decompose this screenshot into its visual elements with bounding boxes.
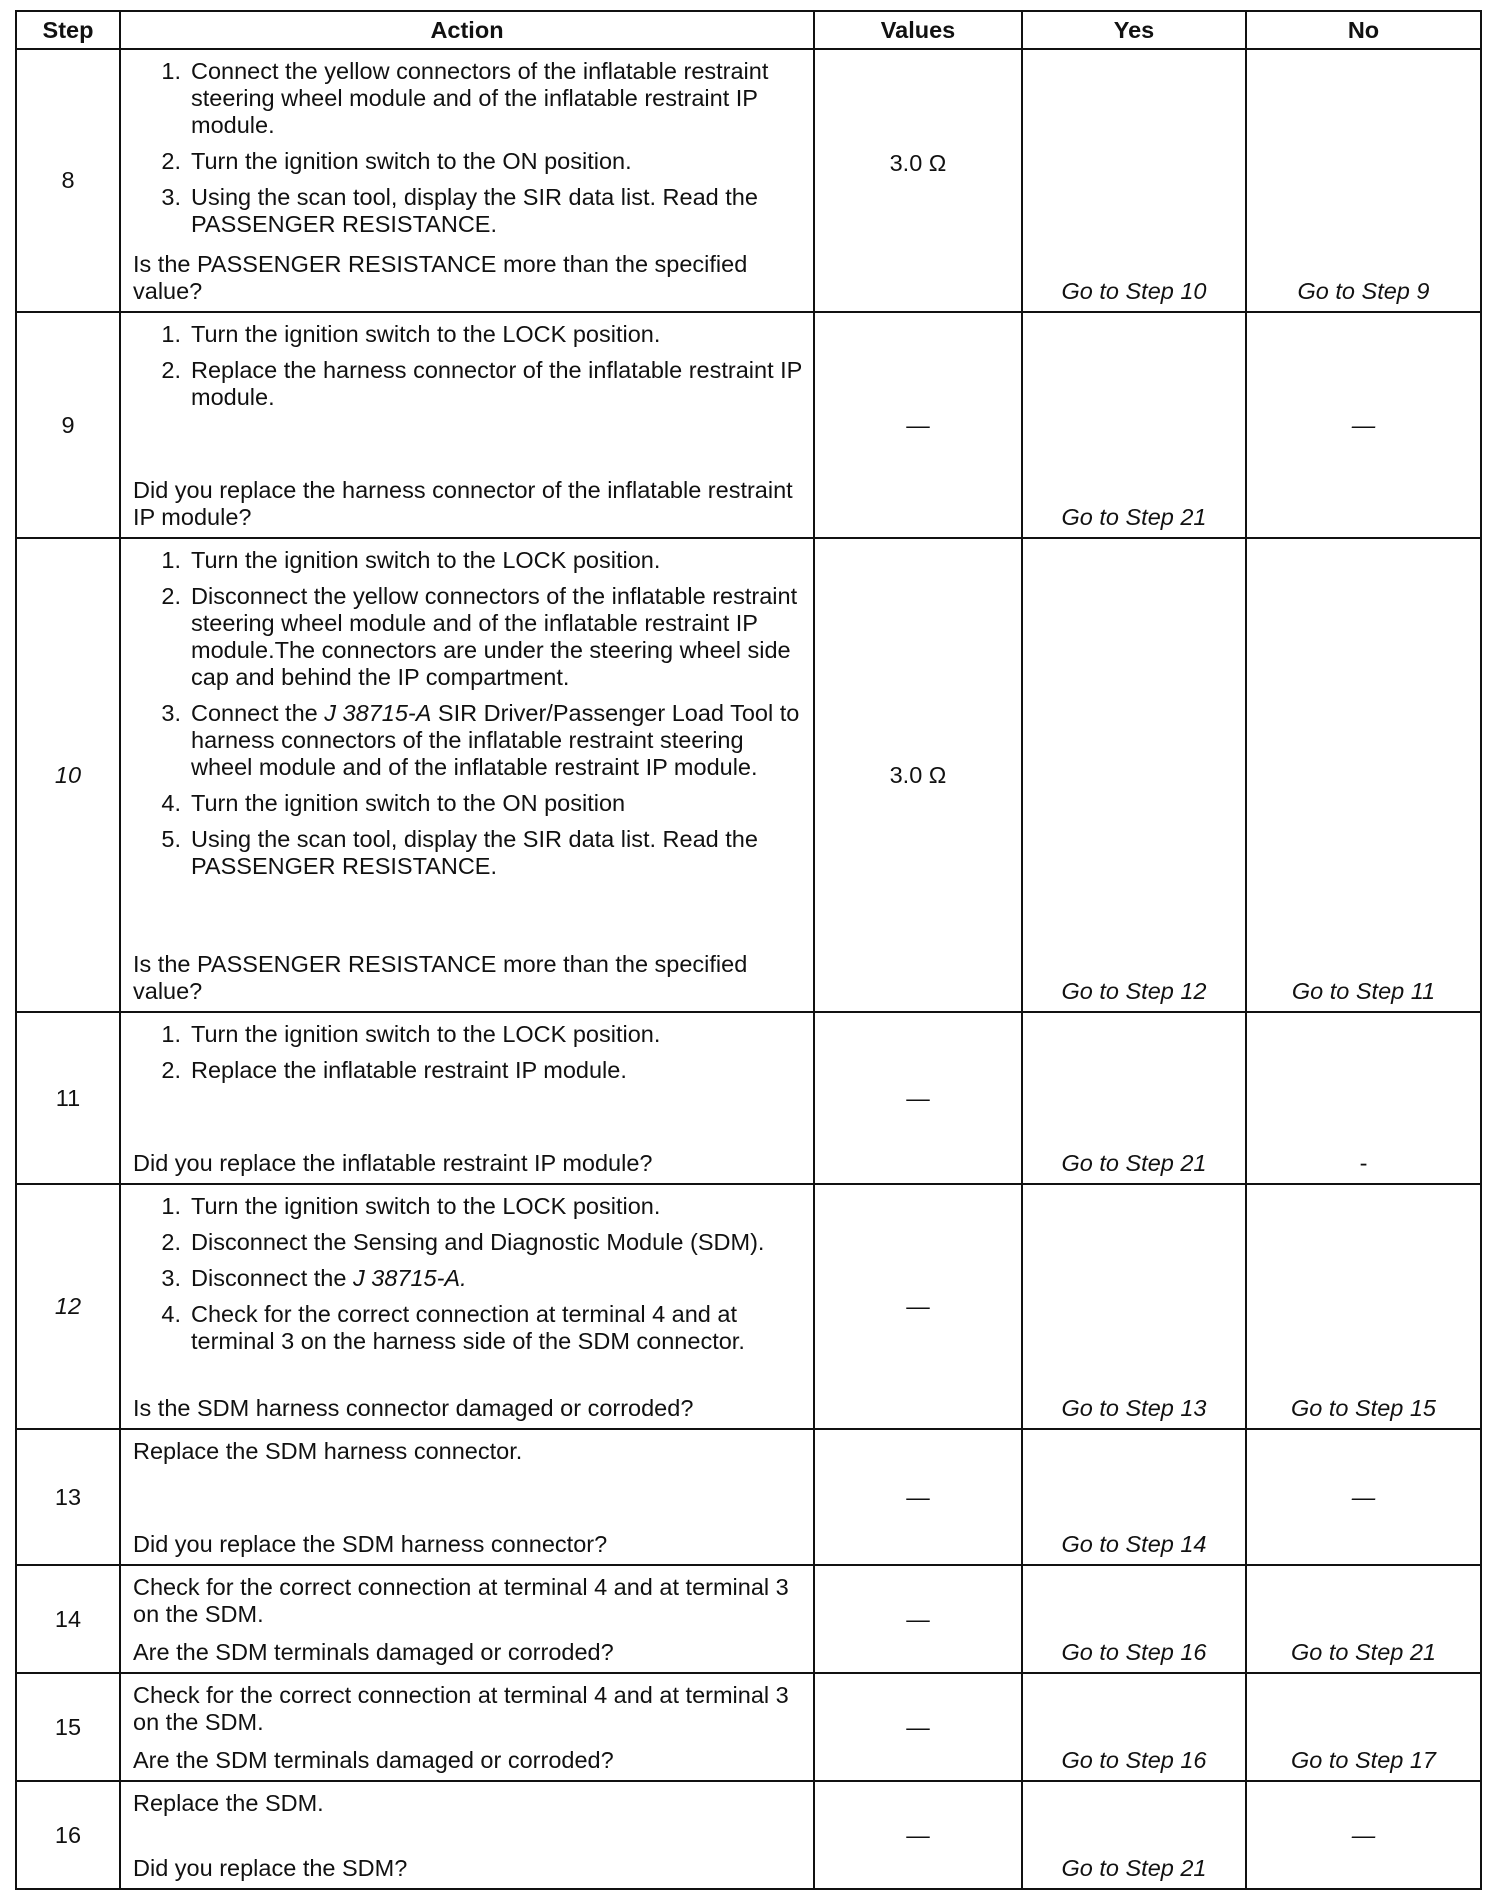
list-item: 5. Using the scan tool, display the SIR data list. Read the PASSENGER RESISTANCE.	[161, 826, 758, 879]
list-item: 2. Replace the inflatable restraint IP module.	[161, 1057, 627, 1083]
step-number: 11	[16, 1012, 120, 1184]
list-item: 4. Turn the ignition switch to the ON position	[161, 790, 626, 816]
tool-reference: J 38715-A.	[352, 1265, 467, 1291]
table-row	[16, 1781, 1481, 1889]
yes-link[interactable]: Go to Step 13	[1022, 1184, 1246, 1429]
question-text: Is the SDM harness connector damaged or corroded?	[133, 1395, 694, 1421]
yes-link[interactable]: Go to Step 10	[1022, 49, 1246, 312]
question-text: Did you replace the SDM?	[133, 1855, 408, 1881]
header-step: Step	[16, 11, 120, 49]
list-item: 1. Turn the ignition switch to the LOCK position.	[161, 1193, 661, 1219]
action-text: Replace the SDM.	[133, 1790, 324, 1816]
header-no: No	[1246, 11, 1481, 49]
header-values: Values	[814, 11, 1022, 49]
question-text: Is the PASSENGER RESISTANCE more than the specified value?	[133, 251, 748, 304]
action-cell	[120, 1429, 814, 1565]
action-cell	[120, 1673, 814, 1781]
action-text: Check for the correct connection at terminal 4 and at terminal 3 on the SDM.	[133, 1574, 789, 1627]
yes-link[interactable]: Go to Step 16	[1022, 1673, 1246, 1781]
table-row	[16, 1184, 1481, 1429]
step-number: 12	[16, 1184, 120, 1429]
value-cell: —	[814, 1429, 1022, 1565]
table-row	[16, 1565, 1481, 1673]
table-row	[16, 49, 1481, 312]
step-number: 9	[16, 312, 120, 538]
no-link[interactable]: Go to Step 17	[1246, 1673, 1481, 1781]
list-item: 2. Disconnect the yellow connectors of the inflatable restraint steering wheel module and of the inflatable restraint IP module.The connectors are under the steering wheel side cap and behind the IP compartment.	[161, 583, 798, 690]
step-number: 8	[16, 49, 120, 312]
question-text: Are the SDM terminals damaged or corroded?	[133, 1639, 614, 1665]
no-link: —	[1246, 1781, 1481, 1889]
list-item: 1. Turn the ignition switch to the LOCK position.	[161, 547, 661, 573]
no-link: —	[1246, 312, 1481, 538]
question-text: Did you replace the harness connector of the inflatable restraint IP module?	[133, 477, 793, 530]
action-cell	[120, 312, 814, 538]
action-steps	[133, 321, 805, 420]
value-cell: —	[814, 1565, 1022, 1673]
diagnostic-table	[15, 10, 1482, 1890]
table-row	[16, 538, 1481, 1012]
value-cell: —	[814, 1673, 1022, 1781]
table-row	[16, 312, 1481, 538]
step-number: 10	[16, 538, 120, 1012]
action-text: Replace the SDM harness connector.	[133, 1438, 523, 1464]
action-cell	[120, 49, 814, 312]
list-item: 1. Connect the yellow connectors of the inflatable restraint steering wheel module and of the inflatable restraint IP module.	[161, 58, 769, 138]
action-steps	[133, 1193, 805, 1364]
step-number: 14	[16, 1565, 120, 1673]
value-cell: —	[814, 312, 1022, 538]
no-link: —	[1246, 1429, 1481, 1565]
step-number: 16	[16, 1781, 120, 1889]
step-number: 13	[16, 1429, 120, 1565]
yes-link[interactable]: Go to Step 21	[1022, 1781, 1246, 1889]
question-text: Is the PASSENGER RESISTANCE more than the specified value?	[133, 951, 748, 1004]
action-cell	[120, 1565, 814, 1673]
no-link[interactable]: Go to Step 9	[1246, 49, 1481, 312]
table-row	[16, 1673, 1481, 1781]
yes-link[interactable]: Go to Step 21	[1022, 312, 1246, 538]
question-text: Did you replace the SDM harness connector?	[133, 1531, 608, 1557]
yes-link[interactable]: Go to Step 21	[1022, 1012, 1246, 1184]
list-item: 2. Turn the ignition switch to the ON position.	[161, 148, 632, 174]
question-text: Are the SDM terminals damaged or corroded?	[133, 1747, 614, 1773]
list-item: 3. Connect the J 38715-A SIR Driver/Passenger Load Tool to harness connectors of the inflatable restraint steering wheel module and of the inflatable restraint IP module.	[161, 700, 800, 780]
action-steps	[133, 547, 805, 889]
header-yes: Yes	[1022, 11, 1246, 49]
action-steps	[133, 1021, 805, 1093]
value-cell: —	[814, 1012, 1022, 1184]
action-steps	[133, 58, 805, 247]
action-cell	[120, 1184, 814, 1429]
header-action: Action	[120, 11, 814, 49]
yes-link[interactable]: Go to Step 16	[1022, 1565, 1246, 1673]
list-item: 3. Disconnect the J 38715-A.	[161, 1265, 467, 1291]
action-cell	[120, 1012, 814, 1184]
action-cell	[120, 538, 814, 1012]
list-item: 2. Disconnect the Sensing and Diagnostic Module (SDM).	[161, 1229, 765, 1255]
list-item: 2. Replace the harness connector of the inflatable restraint IP module.	[161, 357, 802, 410]
list-item: 3. Using the scan tool, display the SIR data list. Read the PASSENGER RESISTANCE.	[161, 184, 758, 237]
tool-reference: J 38715-A	[324, 700, 432, 726]
no-link: -	[1246, 1012, 1481, 1184]
action-cell	[120, 1781, 814, 1889]
table-row	[16, 1429, 1481, 1565]
table-row	[16, 1012, 1481, 1184]
value-cell: 3.0 Ω	[814, 49, 1022, 312]
no-link[interactable]: Go to Step 15	[1246, 1184, 1481, 1429]
value-cell: —	[814, 1781, 1022, 1889]
value-cell: —	[814, 1184, 1022, 1429]
yes-link[interactable]: Go to Step 12	[1022, 538, 1246, 1012]
no-link[interactable]: Go to Step 11	[1246, 538, 1481, 1012]
list-item: 1. Turn the ignition switch to the LOCK position.	[161, 321, 661, 347]
header-row	[16, 11, 1481, 49]
action-text: Check for the correct connection at terminal 4 and at terminal 3 on the SDM.	[133, 1682, 789, 1735]
yes-link[interactable]: Go to Step 14	[1022, 1429, 1246, 1565]
list-item: 4. Check for the correct connection at terminal 4 and at terminal 3 on the harness side of the SDM connector.	[161, 1301, 745, 1354]
list-item: 1. Turn the ignition switch to the LOCK position.	[161, 1021, 661, 1047]
step-number: 15	[16, 1673, 120, 1781]
question-text: Did you replace the inflatable restraint IP module?	[133, 1150, 653, 1176]
value-cell: 3.0 Ω	[814, 538, 1022, 1012]
no-link[interactable]: Go to Step 21	[1246, 1565, 1481, 1673]
